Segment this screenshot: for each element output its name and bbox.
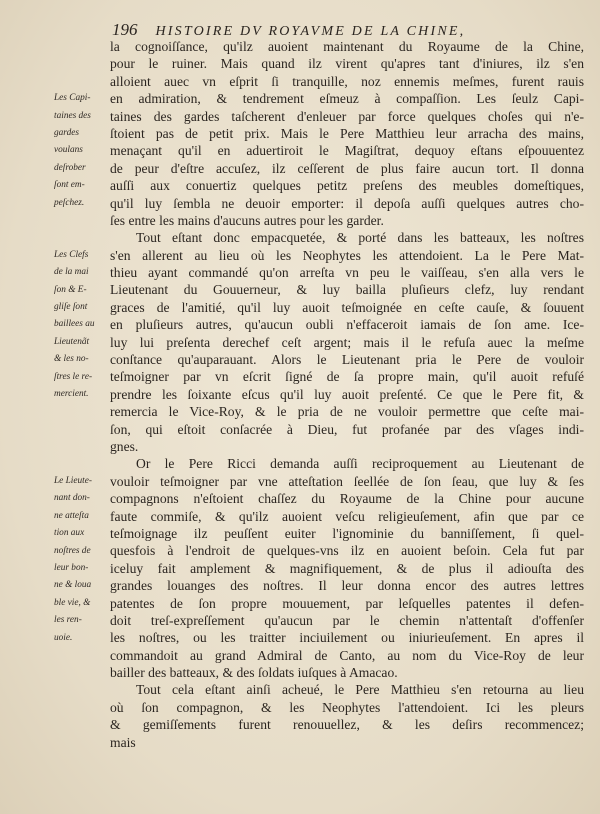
marginal-note-line: ſtres le re- [54, 371, 93, 382]
marginal-note-line: ble vie, & [54, 597, 91, 608]
text-line: luy lui preſenta derechef ceſt argent; mais il le refuſa auec la meſme [110, 334, 584, 350]
marginal-note-line: uoie. [54, 632, 73, 643]
marginal-note [54, 90, 110, 212]
main-text-block [110, 38, 584, 751]
text-line: graces de l'amitié, qu'il luy auoit teſmoignée en ceſte cauſe, & ſouuent [110, 299, 584, 315]
text-line: où ſon compagnon, & les Neophytes l'attendoient. Ici les pleurs [110, 699, 584, 715]
marginal-note-line: mercient. [54, 388, 89, 399]
marginal-note-line: nant don- [54, 493, 90, 504]
text-line: doit treſ-expreſſement qu'aucun par le chemin n'attentaſt d'offenſer [110, 612, 584, 628]
marginal-note-line: leur bon- [54, 562, 89, 573]
text-line: patentes de ſon propre mouuement, par leſquelles patentes il defen- [110, 595, 584, 611]
text-line: menaçant qu'il en aduertiroit le Magiſtrat, dequoy eſtans eſpouuentez [110, 143, 584, 159]
text-line: alloient auec vn eſprit ſi tranquille, noz ennemis meſmes, furent rauis [110, 73, 584, 89]
text-line: s'en allerent au lieu où les Neophytes les attendoient. La le Pere Mat- [110, 247, 584, 263]
text-line: grandes louanges des noſtres. Il leur donna encor des autres lettres [110, 578, 584, 594]
text-line: les noſtres, ou les traitter inciuilement ou iniurieuſement. En apres il [110, 630, 584, 646]
marginal-note-line: taines des [54, 110, 91, 121]
text-line: la cognoiſſance, qu'ilz auoient maintenant du Royaume de la Chine, [110, 39, 584, 54]
marginal-note-line: ſon & E- [54, 284, 87, 295]
marginal-note-line: & les no- [54, 354, 89, 365]
marginal-note-line: ſont em- [54, 180, 85, 191]
marginal-note-line: baillees au [54, 319, 95, 330]
text-line: teſmoigner par vn eſcrit ſigné de ſa propre main, qu'il auoit refuſé [110, 369, 584, 385]
marginal-note-line: tion aux [54, 528, 85, 539]
text-line: mais [110, 734, 136, 750]
text-line: faute commiſe, & qu'ilz auoient veſcu religieuſement, afin que par ce [110, 508, 584, 524]
text-line: ſtoient pas de petit prix. Mais le Pere Matthieu leur arracha des mains, [110, 125, 584, 141]
text-line: auſſi aux conuertiz quelques petitz preſens des meubles domeſtiques, [110, 178, 584, 194]
marginal-note-line: gardes [54, 127, 79, 138]
text-line: qu'il luy ſembla ne deuoir emporter: il depoſa auſſi quelques autres cho- [110, 195, 584, 211]
text-line: vouloir teſmoigner par vne atteſtation ſeellée de ſon ſeau, que luy & ſes [110, 473, 584, 489]
text-line: en admiration, & tendrement eſmeuz à compaſſion. Les ſeulz Capi- [110, 91, 584, 107]
text-line: teſmoignage ilz peuſſent euiter l'ignominie du banniſſement, ſi quel- [110, 525, 584, 541]
marginal-note-line: les ren- [54, 615, 82, 626]
text-line: & gemiſſements furent renouuellez, & les deſirs recommencez; [110, 717, 584, 733]
marginal-note-line: Lieutenãt [54, 336, 90, 347]
text-line: Tout cela eſtant ainſi acheué, le Pere Matthieu s'en retourna au lieu [136, 682, 584, 698]
text-line: prendre les ſoixante eſcus qu'il luy auoit preſenté. Ce que le Pere fit, & [110, 386, 584, 402]
marginal-note-line: gliſe ſont [54, 301, 88, 312]
marginal-note-line: voulans [54, 145, 83, 156]
marginal-note-line: Les Capi- [54, 93, 91, 104]
text-line: commandoit au grand Admiral de Canto, au nom du Vice-Roy de leur [110, 647, 584, 663]
text-line: taines des gardes taſcherent d'enleuer par force quelques choſes qui n'e- [110, 108, 584, 124]
text-line: Tout eſtant donc empacquetée, & porté dans les batteaux, les noſtres [136, 230, 584, 246]
marginal-note-line: de la mai [54, 267, 89, 278]
marginal-note-line: deſrober [54, 162, 86, 173]
text-line: ſon, qui eſtoit conſacrée à Dieu, fut profanée par des vſages indi- [110, 421, 584, 437]
marginal-note [54, 247, 110, 404]
text-line: de peur d'eſtre accuſez, ilz ceſſerent de plus faire aucun tort. Il donna [110, 160, 584, 176]
text-line: gnes. [110, 438, 139, 454]
text-line: compagnons n'eſtoient chaſſez du Royaume de la Chine pour aucune [110, 491, 584, 507]
page-header [112, 20, 562, 40]
text-line: remercia le Vice-Roy, & le pria de ne vouloir permettre que ceſte mai- [110, 404, 584, 420]
text-line: en pluſieurs autres, qu'aucun oubli n'effaceroit iamais de ſon ame. Ice- [110, 317, 584, 333]
running-title: HISTOIRE DV ROYAVME DE LA CHINE, [155, 24, 466, 39]
marginal-note-line: Le Lieute- [54, 476, 92, 486]
marginal-note-line: peſchez. [54, 197, 85, 208]
text-line: Or le Pere Ricci demanda auſſi reciproquement au Lieutenant de [136, 456, 584, 472]
marginal-note-line: Les Clefs [54, 249, 89, 260]
text-line: quesfois à l'endroit de quelques-vns ilz en auoient beſoin. Cela fut par [110, 543, 584, 559]
text-line: pour le ruiner. Mais quand ilz virent qu'apres tant d'iniures, ilz s'en [110, 56, 584, 72]
page-number: 196 [112, 20, 138, 39]
marginal-note [54, 473, 110, 647]
marginal-note-line: ne & loua [54, 580, 92, 591]
text-line: thieu ayant commandé qu'on arreſta vn peu le vaiſſeau, s'en alla vers le [110, 265, 584, 281]
text-line: ſes entre les mains d'aucuns autres pour les garder. [110, 212, 384, 228]
text-line: iceluy fait amplement & magnifiquement, & de plus il adiouſta des [110, 560, 584, 576]
text-line: Lieutenant du Gouuerneur, & luy bailla pluſieurs clefz, luy rendant [110, 282, 584, 298]
marginal-note-line: ne atteſta [54, 510, 89, 521]
text-line: bailler des batteaux, & des ſoldats iuſques à Amacao. [110, 665, 398, 681]
text-line: conſtance qu'auparauant. Alors le Lieutenant pria le Pere de vouloir [110, 352, 584, 368]
marginal-note-line: noſtres de [54, 545, 91, 556]
